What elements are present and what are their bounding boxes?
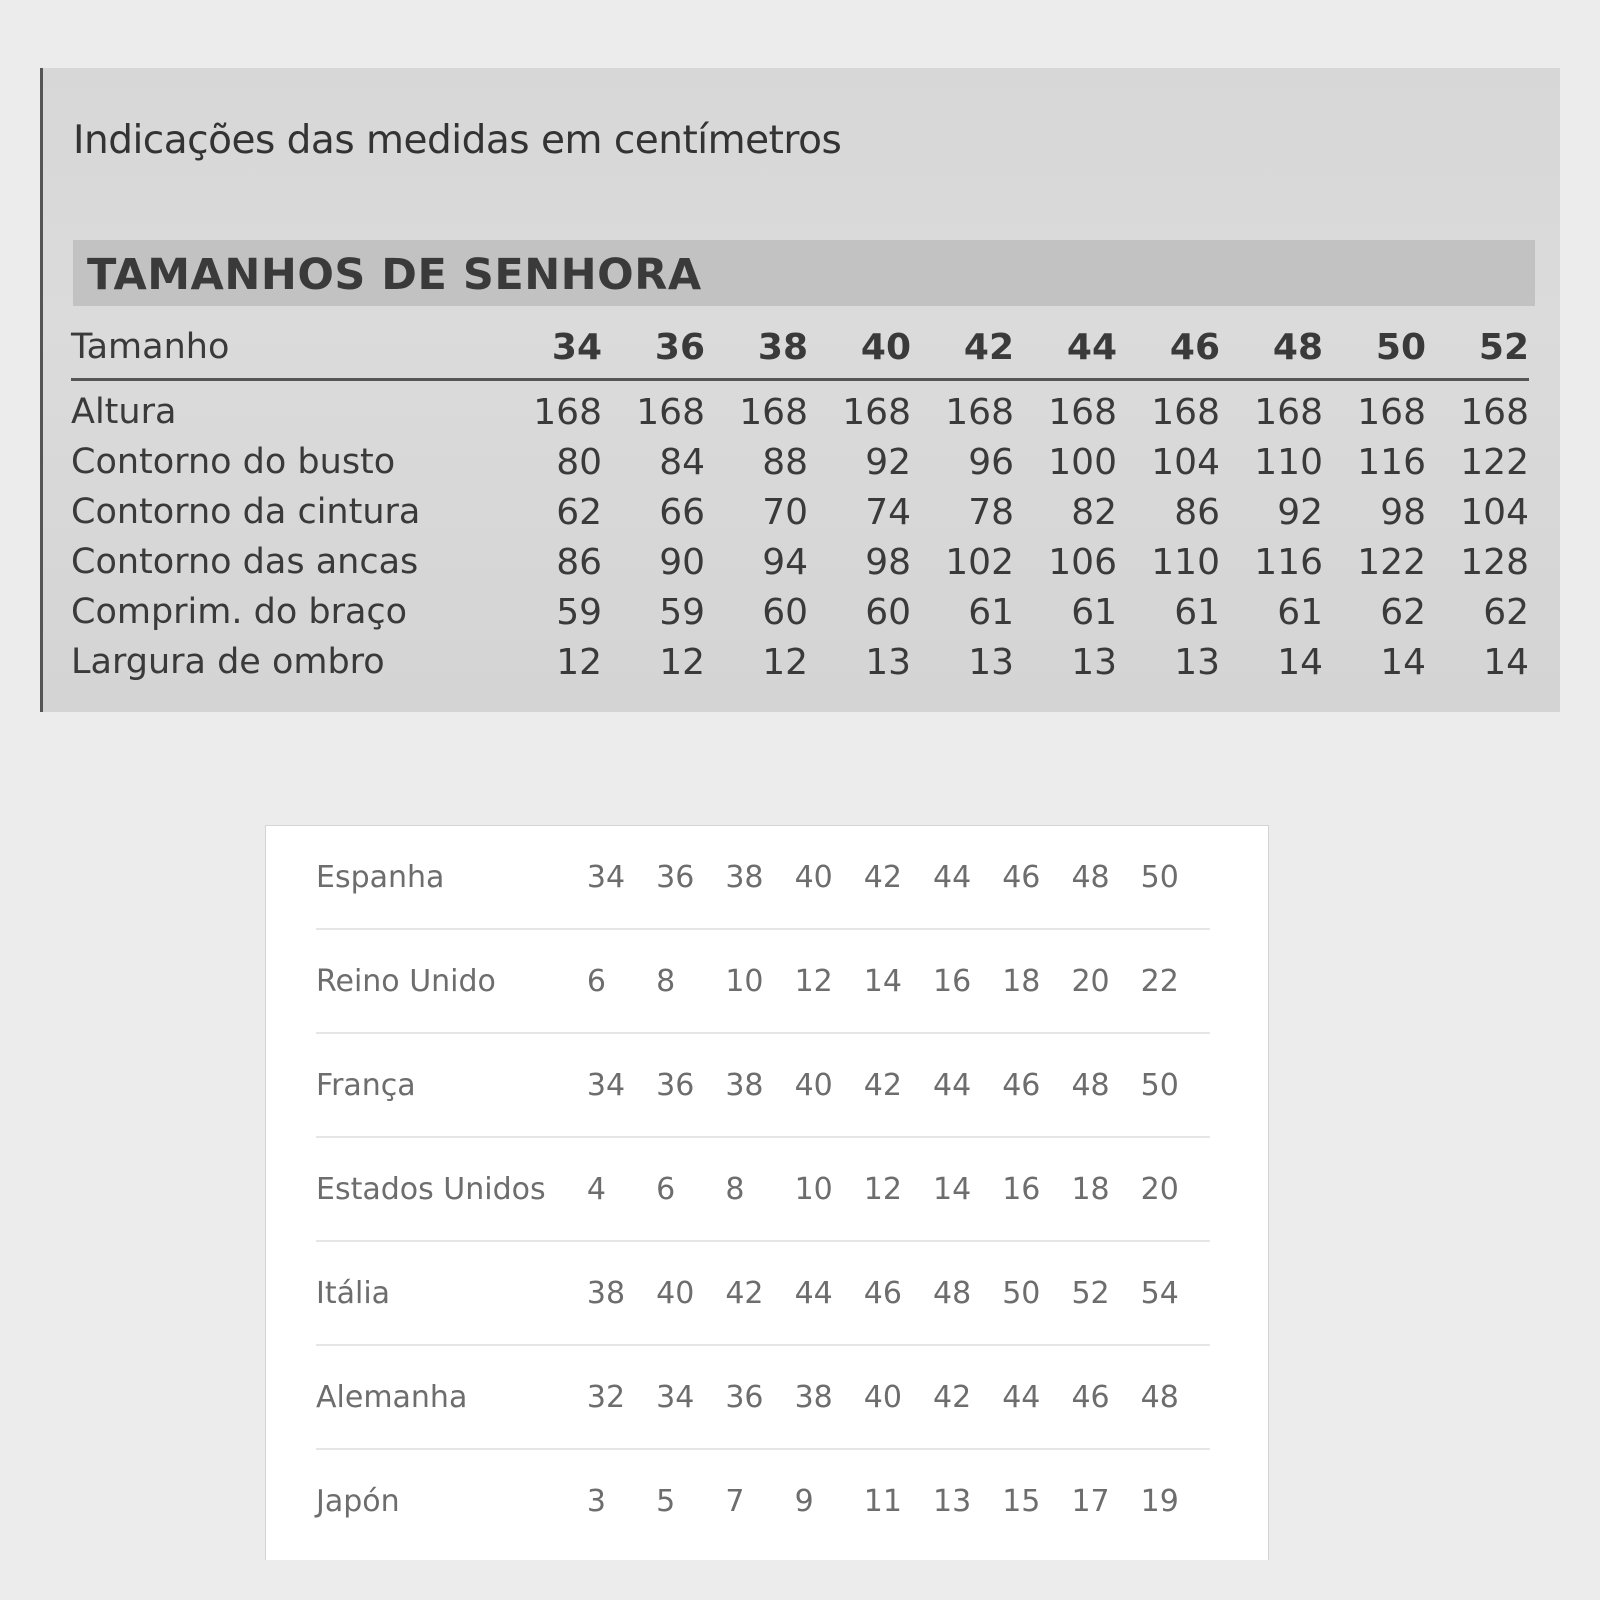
table-cell: 38 <box>586 1275 626 1311</box>
country-label: Estados Unidos <box>316 1171 546 1207</box>
country-label: França <box>316 1067 416 1103</box>
table-cell: 3 <box>586 1483 606 1519</box>
table-cell: 19 <box>1140 1483 1179 1519</box>
table-cell: 94 <box>762 541 808 583</box>
table-cell: 13 <box>1071 641 1117 683</box>
table-cell: 168 <box>636 391 705 433</box>
table-cell: 86 <box>556 541 602 583</box>
table-cell: 62 <box>1483 591 1529 633</box>
row-label: Altura <box>71 392 177 432</box>
table-cell: 34 <box>586 859 626 895</box>
size-conversion-card <box>265 825 1269 1560</box>
country-label: Reino Unido <box>316 963 496 999</box>
table-cell: 14 <box>933 1171 972 1207</box>
sheet-title: Indicações das medidas em centímetros <box>73 118 842 163</box>
country-label: Espanha <box>316 859 445 895</box>
table-cell: 36 <box>656 1067 695 1103</box>
table-cell: 70 <box>762 491 808 533</box>
table-cell: 48 <box>1071 859 1110 895</box>
size-header-cell: 48 <box>1272 326 1323 368</box>
table-cell: 14 <box>1380 641 1426 683</box>
table-row <box>316 1137 1210 1241</box>
table-cell: 12 <box>794 963 833 999</box>
size-conversion-table <box>316 826 1210 1552</box>
table-cell: 34 <box>586 1067 626 1103</box>
table-cell: 38 <box>725 1067 764 1103</box>
table-cell: 92 <box>1277 491 1323 533</box>
table-cell: 86 <box>1174 491 1220 533</box>
size-header-cell: 42 <box>963 326 1014 368</box>
table-cell: 128 <box>1460 541 1529 583</box>
table-cell: 54 <box>1140 1275 1179 1311</box>
table-cell: 50 <box>1002 1275 1041 1311</box>
table-cell: 48 <box>1140 1379 1179 1415</box>
table-cell: 12 <box>762 641 808 683</box>
table-cell: 168 <box>533 391 602 433</box>
table-cell: 42 <box>863 859 902 895</box>
table-cell: 36 <box>656 859 695 895</box>
table-cell: 116 <box>1357 441 1426 483</box>
table-cell: 88 <box>762 441 808 483</box>
row-label: Contorno do busto <box>71 442 396 482</box>
table-cell: 46 <box>1002 859 1041 895</box>
table-cell: 168 <box>1254 391 1323 433</box>
size-header-cell: 40 <box>860 326 911 368</box>
table-cell: 82 <box>1071 491 1117 533</box>
table-cell: 42 <box>863 1067 902 1103</box>
table-cell: 32 <box>586 1379 626 1415</box>
table-row <box>316 929 1210 1033</box>
table-cell: 122 <box>1460 441 1529 483</box>
table-cell: 106 <box>1048 541 1117 583</box>
table-cell: 20 <box>1071 963 1110 999</box>
table-cell: 12 <box>659 641 705 683</box>
table-cell: 48 <box>933 1275 972 1311</box>
table-cell: 104 <box>1151 441 1220 483</box>
table-cell: 36 <box>725 1379 764 1415</box>
table-cell: 168 <box>1460 391 1529 433</box>
table-cell: 100 <box>1048 441 1117 483</box>
table-cell: 61 <box>968 591 1014 633</box>
table-cell: 7 <box>725 1483 745 1519</box>
table-cell: 104 <box>1460 491 1529 533</box>
table-row <box>316 1033 1210 1137</box>
table-cell: 13 <box>933 1483 972 1519</box>
table-cell: 50 <box>1140 859 1179 895</box>
table-cell: 13 <box>865 641 911 683</box>
table-cell: 110 <box>1254 441 1323 483</box>
table-cell: 80 <box>556 441 602 483</box>
table-cell: 38 <box>794 1379 833 1415</box>
table-cell: 40 <box>794 859 833 895</box>
table-cell: 16 <box>933 963 972 999</box>
table-cell: 44 <box>794 1275 833 1311</box>
table-cell: 34 <box>656 1379 695 1415</box>
measurement-sheet <box>40 68 1560 712</box>
size-header-cell: 38 <box>757 326 808 368</box>
country-label: Itália <box>316 1275 391 1311</box>
table-row <box>71 537 1529 587</box>
table-row <box>71 487 1529 537</box>
table-cell: 168 <box>945 391 1014 433</box>
table-cell: 8 <box>725 1171 745 1207</box>
size-header-row <box>71 316 1529 380</box>
country-label: Alemanha <box>316 1379 468 1415</box>
table-cell: 4 <box>586 1171 606 1207</box>
table-cell: 14 <box>1483 641 1529 683</box>
table-cell: 42 <box>933 1379 972 1415</box>
size-header-cell: 36 <box>654 326 705 368</box>
table-cell: 98 <box>1380 491 1426 533</box>
row-label: Comprim. do braço <box>71 592 408 632</box>
table-cell: 44 <box>933 859 972 895</box>
table-cell: 40 <box>656 1275 695 1311</box>
table-cell: 59 <box>659 591 705 633</box>
table-cell: 98 <box>865 541 911 583</box>
size-header-cell: 50 <box>1375 326 1426 368</box>
row-label: Contorno da cintura <box>71 492 421 532</box>
table-row <box>71 380 1529 438</box>
table-cell: 168 <box>842 391 911 433</box>
table-cell: 22 <box>1140 963 1179 999</box>
size-header-cell: 46 <box>1169 326 1220 368</box>
table-cell: 84 <box>659 441 705 483</box>
table-cell: 18 <box>1002 963 1041 999</box>
row-label: Contorno das ancas <box>71 542 419 582</box>
table-cell: 168 <box>739 391 808 433</box>
table-cell: 60 <box>865 591 911 633</box>
table-cell: 13 <box>968 641 1014 683</box>
size-header-label: Tamanho <box>71 327 230 367</box>
table-cell: 66 <box>659 491 705 533</box>
table-row <box>316 1345 1210 1449</box>
table-row <box>71 437 1529 487</box>
table-cell: 61 <box>1174 591 1220 633</box>
table-cell: 168 <box>1151 391 1220 433</box>
table-cell: 12 <box>556 641 602 683</box>
table-cell: 12 <box>863 1171 902 1207</box>
table-cell: 78 <box>968 491 1014 533</box>
table-cell: 5 <box>656 1483 676 1519</box>
table-cell: 62 <box>556 491 602 533</box>
table-cell: 18 <box>1071 1171 1110 1207</box>
table-cell: 15 <box>1002 1483 1041 1519</box>
table-cell: 116 <box>1254 541 1323 583</box>
size-header-cell: 44 <box>1066 326 1117 368</box>
section-title: TAMANHOS DE SENHORA <box>87 250 702 300</box>
table-row <box>316 1449 1210 1552</box>
table-row <box>316 1241 1210 1345</box>
size-header-cell: 52 <box>1478 326 1529 368</box>
table-cell: 110 <box>1151 541 1220 583</box>
table-cell: 10 <box>794 1171 833 1207</box>
table-cell: 40 <box>863 1379 902 1415</box>
table-cell: 61 <box>1277 591 1323 633</box>
table-cell: 122 <box>1357 541 1426 583</box>
table-row <box>71 637 1529 687</box>
table-cell: 11 <box>863 1483 902 1519</box>
table-cell: 9 <box>794 1483 814 1519</box>
table-cell: 168 <box>1048 391 1117 433</box>
table-cell: 46 <box>863 1275 902 1311</box>
table-cell: 74 <box>865 491 911 533</box>
table-cell: 59 <box>556 591 602 633</box>
table-cell: 46 <box>1071 1379 1110 1415</box>
table-cell: 52 <box>1071 1275 1110 1311</box>
table-cell: 96 <box>968 441 1014 483</box>
table-cell: 13 <box>1174 641 1220 683</box>
table-cell: 61 <box>1071 591 1117 633</box>
table-cell: 10 <box>725 963 764 999</box>
section-band <box>73 240 1535 306</box>
table-cell: 50 <box>1140 1067 1179 1103</box>
table-row <box>71 587 1529 637</box>
table-cell: 17 <box>1071 1483 1110 1519</box>
size-measurement-table <box>71 316 1529 687</box>
table-cell: 40 <box>794 1067 833 1103</box>
table-row <box>316 826 1210 929</box>
table-cell: 48 <box>1071 1067 1110 1103</box>
table-cell: 8 <box>656 963 676 999</box>
table-cell: 44 <box>933 1067 972 1103</box>
country-label: Japón <box>316 1483 400 1519</box>
table-cell: 14 <box>1277 641 1323 683</box>
table-cell: 168 <box>1357 391 1426 433</box>
table-cell: 46 <box>1002 1067 1041 1103</box>
table-cell: 6 <box>656 1171 676 1207</box>
table-cell: 42 <box>725 1275 764 1311</box>
table-cell: 6 <box>586 963 606 999</box>
table-cell: 38 <box>725 859 764 895</box>
table-cell: 102 <box>945 541 1014 583</box>
size-header-cell: 34 <box>551 326 602 368</box>
table-cell: 60 <box>762 591 808 633</box>
table-cell: 90 <box>659 541 705 583</box>
table-cell: 62 <box>1380 591 1426 633</box>
table-cell: 44 <box>1002 1379 1041 1415</box>
row-label: Largura de ombro <box>71 642 385 682</box>
table-cell: 14 <box>863 963 902 999</box>
table-cell: 92 <box>865 441 911 483</box>
table-cell: 16 <box>1002 1171 1041 1207</box>
table-cell: 20 <box>1140 1171 1179 1207</box>
